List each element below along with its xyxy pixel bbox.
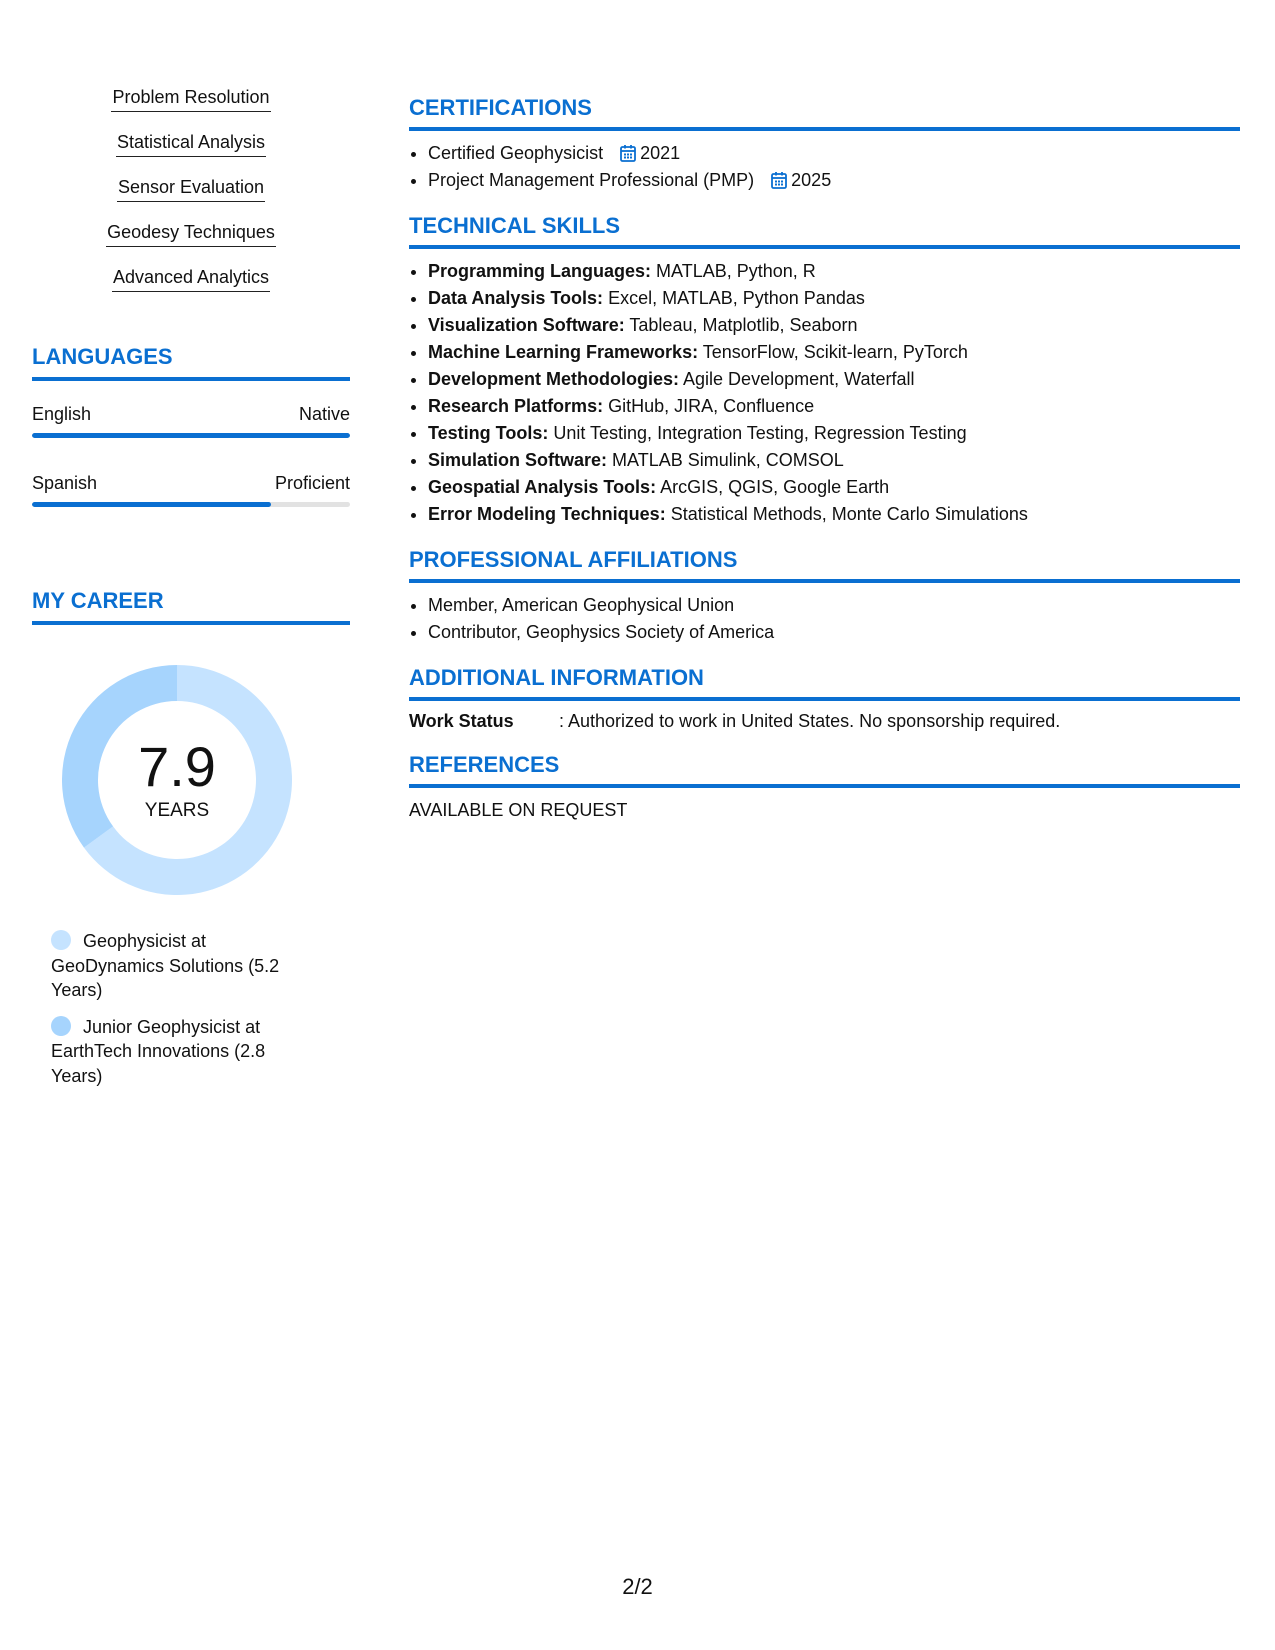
left-column [32,84,350,1100]
technical-skill-item [428,339,1240,366]
affiliations-section [409,546,1240,646]
technical-skill-item [428,312,1240,339]
technical-skill-value: MATLAB Simulink, COMSOL [612,450,844,470]
certification-item [428,140,1240,167]
technical-skill-value: ArcGIS, QGIS, Google Earth [660,477,890,497]
technical-skill-value: TensorFlow, Scikit-learn, PyTorch [702,342,968,362]
page-number: 2/2 [622,1574,653,1599]
skill-tags [32,84,350,309]
career-total-years: 7.9 [138,735,216,798]
language-bar [32,502,350,507]
affiliation-item: • Member, American Geophysical Union [428,592,1240,619]
references-section [409,751,1240,822]
technical-skill-item [428,393,1240,420]
language-row [32,472,350,507]
career-total-unit: YEARS [144,800,210,821]
technical-skill-label: Testing Tools: [428,423,549,443]
technical-skill-value: Unit Testing, Integration Testing, Regression Testing [553,423,967,443]
skill-tag [32,84,350,129]
technical-skill-label: Programming Languages: [428,261,652,281]
language-bar-fill [32,502,271,507]
work-status-value: : Authorized to work in United States. No sponsorship required. [559,711,1061,731]
language-bar [32,433,350,438]
technical-skills-section [409,212,1240,528]
career-donut-chart [62,665,292,895]
certification-name: Project Management Professional (PMP) [428,170,755,190]
language-row [32,403,350,438]
technical-skill-value: GitHub, JIRA, Confluence [608,396,815,416]
technical-skill-value: Statistical Methods, Monte Carlo Simulations [670,504,1028,524]
language-level: Proficient [274,473,350,493]
technical-skill-item [428,501,1240,528]
certification-item [428,167,1240,194]
skill-tag [32,219,350,264]
technical-skill-item [428,285,1240,312]
legend-dot [51,1016,71,1036]
technical-skill-label: Visualization Software: [428,315,625,335]
affiliations-heading: PROFESSIONAL AFFILIATIONS [409,546,1240,583]
technical-skill-value: MATLAB, Python, R [656,261,816,281]
additional-info-heading: ADDITIONAL INFORMATION [409,664,1240,701]
technical-skill-label: Research Platforms: [428,396,604,416]
technical-skill-item [428,258,1240,285]
career-legend-label: Junior Geophysicist at EarthTech Innovations (2.8 Years) [51,1016,266,1086]
career-legend [51,929,301,1088]
references-text: AVAILABLE ON REQUEST [409,800,628,820]
skill-tag-label: Geodesy Techniques [106,219,276,247]
skill-tag [32,129,350,174]
technical-skill-label: Error Modeling Techniques: [428,504,666,524]
languages-heading: LANGUAGES [32,343,350,381]
language-level: Native [298,404,350,424]
legend-dot [51,930,71,950]
career-legend-item [51,929,301,1003]
additional-info-section [409,664,1240,733]
technical-skill-label: Geospatial Analysis Tools: [428,477,657,497]
certification-year: 2025 [791,170,832,190]
affiliation-item: • Contributor, Geophysics Society of America [428,619,1240,646]
calendar-icon [771,171,787,189]
technical-skill-label: Simulation Software: [428,450,608,470]
career-heading: MY CAREER [32,587,350,625]
technical-skill-item [428,366,1240,393]
technical-skill-value: Tableau, Matplotlib, Seaborn [629,315,858,335]
technical-skill-label: Machine Learning Frameworks: [428,342,699,362]
certification-name: Certified Geophysicist [428,143,604,163]
technical-skill-label: Data Analysis Tools: [428,288,604,308]
work-status-label: Work Status [409,711,514,731]
skill-tag-label: Sensor Evaluation [117,174,265,202]
skill-tag-label: Statistical Analysis [116,129,266,157]
calendar-icon [620,144,636,162]
certifications-heading: CERTIFICATIONS [409,94,1240,131]
technical-skills-heading: TECHNICAL SKILLS [409,212,1240,249]
references-heading: REFERENCES [409,751,1240,788]
career-legend-label: Geophysicist at GeoDynamics Solutions (5.2 Years) [51,931,280,1000]
certification-year: 2021 [640,143,681,163]
career-legend-item [51,1015,301,1089]
skill-tag-label: Advanced Analytics [112,264,270,292]
right-column [409,94,1240,822]
technical-skill-item [428,420,1240,447]
technical-skill-label: Development Methodologies: [428,369,680,389]
technical-skill-item [428,474,1240,501]
work-status-row [409,709,1240,733]
technical-skill-item [428,447,1240,474]
language-bar-fill [32,433,350,438]
skill-tag [32,174,350,219]
technical-skill-value: Excel, MATLAB, Python Pandas [608,288,865,308]
skill-tag-label: Problem Resolution [111,84,270,112]
technical-skill-value: Agile Development, Waterfall [683,369,915,389]
certifications-section [409,94,1240,194]
skill-tag [32,264,350,309]
language-name: English [32,404,92,424]
language-name: Spanish [32,473,98,493]
